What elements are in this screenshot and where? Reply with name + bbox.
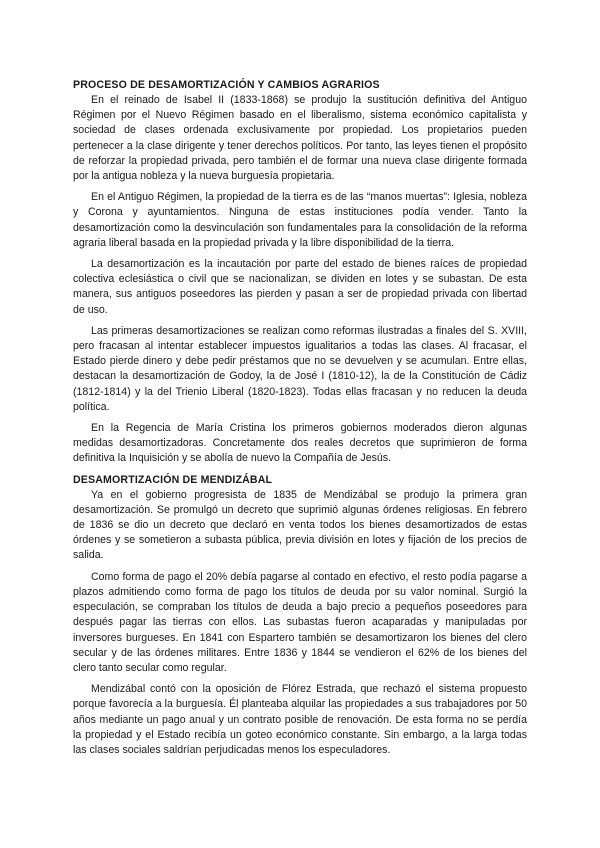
paragraph: Ya en el gobierno progresista de 1835 de Mendizábal se produjo la primera gran desamortización. Se promulgó un decreto que suprimió algunas órdenes religiosas. En febrero de 1836 se dio un decreto que declaró en venta todos los bienes desamortizados de estas órdenes y se sometieron a subasta pública, previa división en lotes y fijación de los precios de salida.	[73, 488, 527, 562]
paragraph: Como forma de pago el 20% debía pagarse al contado en efectivo, el resto podía pagarse a plazos admitiendo como forma de pago los títulos de deuda por su valor nominal. Surgió la especulación, se compraban los títulos de deuda a bajo precio a pequeños poseedores para después pagar las tierras con ellos. Las subastas fueron acaparadas y manipuladas por inversores burgueses. En 1841 con Espartero también se desamortizaron los bienes del clero secular y de las órdenes militares. Entre 1836 y 1844 se vendieron el 62% de los bienes del clero tanto secular como regular.	[73, 570, 527, 674]
paragraph: En la Regencia de María Cristina los primeros gobiernos moderados dieron algunas medidas desamortizadoras. Concretamente dos reales decretos que suprimieron de forma definitiva la Inquisición y se abolía de nuevo la Compañía de Jesús.	[73, 422, 527, 465]
paragraph: Las primeras desamortizaciones se realizan como reformas ilustradas a finales del S. XVIII, pero fracasan al intentar establecer impuestos igualitarios a todas las clases. Al fracasar, el Estado pierde dinero y debe pedir préstamos que no se devuelven y se acumulan. Entre ellas, destacan la desamortización de Godoy, la de José I (1810-12), la de la Constitución de Cádiz (1812-1814) y la del Trienio Liberal (1820-1823). Todas ellas fracasan y no reducen la deuda política.	[73, 324, 527, 413]
paragraph: La desamortización es la incautación por parte del estado de bienes raíces de propiedad colectiva eclesiástica o civil que se nacionalizan, se dividen en lotes y se subastan. De esta manera, sus antiguos poseedores las pierden y pasan a ser de propiedad privada con libertad de uso.	[73, 258, 527, 316]
section-heading-desamortizacion-cambios-agrarios: PROCESO DE DESAMORTIZACIÓN Y CAMBIOS AGRARIOS	[73, 79, 380, 91]
paragraph: En el reinado de Isabel II (1833-1868) se produjo la sustitución definitiva del Antiguo Régimen por el Nuevo Régimen basado en el liberalismo, sistema económico capitalista y sociedad de clases ordenada exclusivamente por propiedad. Los propietarios pueden pertenecer a la clase dirigente y tener derechos políticos. Por tanto, las leyes tienen el propósito de reforzar la propiedad privada, pero también el de formar una nueva clase dirigente formada por la antigua nobleza y la nueva burguesía propietaria.	[73, 94, 527, 183]
paragraph: Mendizábal contó con la oposición de Flórez Estrada, que rechazó el sistema propuesto porque favorecía a la burguesía. Él planteaba alquilar las propiedades a sus trabajadores por 50 años mediante un pago anual y un contrato posible de renovación. De esta forma no se perdía la propiedad y el Estado recibía un goteo económico constante. Sin embargo, a la larga todas las clases sociales saldrían perjudicadas menos los especuladores.	[73, 683, 527, 756]
section-heading-mendizabal: DESAMORTIZACIÓN DE MENDIZÁBAL	[73, 473, 273, 486]
paragraph: En el Antiguo Régimen, la propiedad de la tierra es de las “manos muertas”: Iglesia, nobleza y Corona y ayuntamientos. Ninguna de estas instituciones podía vender. Tanto la desamortización como la desvinculación son fundamentales para la consolidación de la reforma agraria liberal basada en la propiedad privada y la libre disponibilidad de la tierra.	[73, 191, 527, 249]
document-page	[73, 78, 527, 764]
